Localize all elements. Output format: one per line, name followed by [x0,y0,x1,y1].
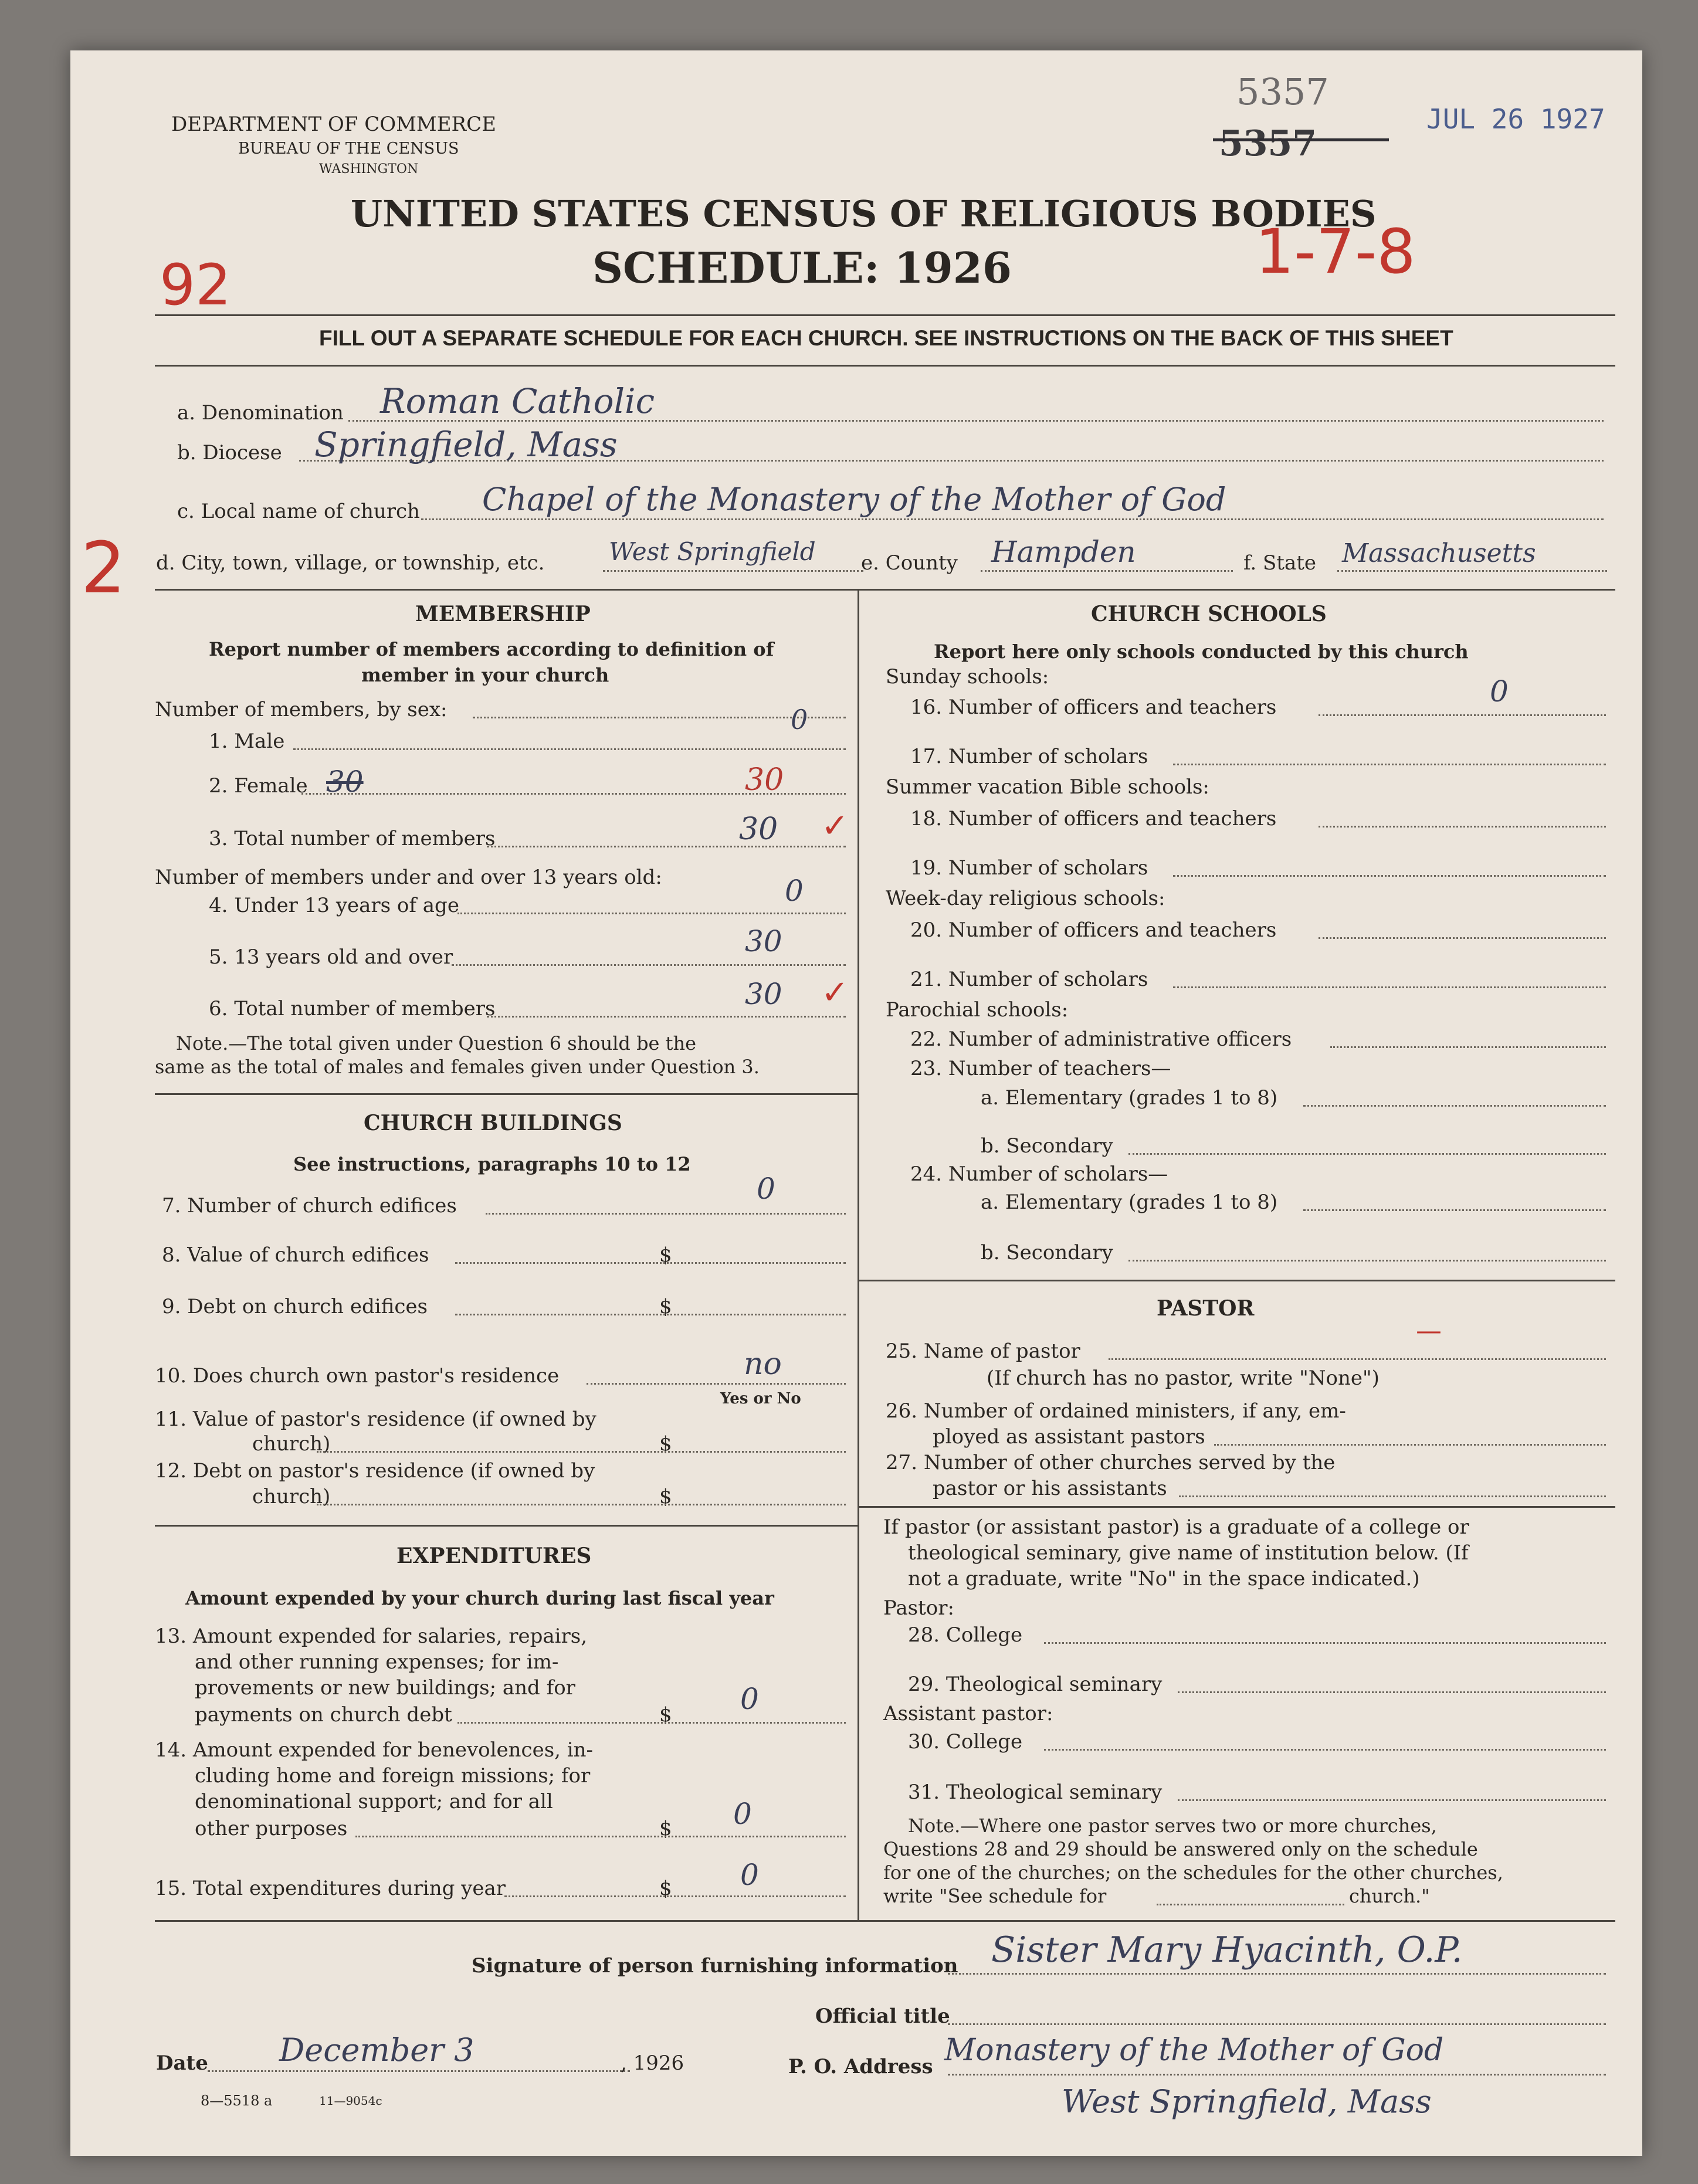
denomination-label: a. Denomination [177,401,344,425]
q21-label: 21. Number of scholars [910,968,1148,991]
po-address-line-1: Monastery of the Mother of God [944,2033,1444,2068]
q10-line [587,1383,846,1385]
q15-value: 0 [740,1858,759,1892]
signature-label: Signature of person furnishing information [472,1954,958,1978]
received-date-stamp: JUL 26 1927 [1426,103,1605,135]
q18-line [1319,826,1606,828]
q27-label-b: pastor or his assistants [933,1477,1167,1500]
bureau-city: WASHINGTON [319,162,419,177]
q16-value: 0 [1490,674,1509,708]
date-label: Date [156,2051,208,2075]
date-line [208,2070,630,2072]
q2-value: 30 [745,762,784,798]
form-number: 8—5518 a [201,2093,273,2109]
membership-sub1: Report number of members according to definition of [209,638,774,660]
q3-label: 3. Total number of members [209,827,496,850]
q7-value: 0 [757,1172,775,1206]
membership-sub2: member in your church [361,664,609,686]
q6-line [487,1016,846,1018]
membership-rule [155,1093,858,1095]
q6-label: 6. Total number of members [209,997,496,1020]
q21-line [1173,986,1606,988]
q4-label: 4. Under 13 years of age [209,894,459,917]
q5-value: 30 [745,924,782,958]
q13-value: 0 [740,1682,759,1716]
assistant-pastor-subhead: Assistant pastor: [883,1702,1053,1725]
q6-check-mark: ✓ [821,974,849,1012]
church-name-value: Chapel of the Monastery of the Mother of God [482,481,1226,518]
q5-line [452,964,846,966]
q15-label: 15. Total expenditures during year [155,1877,506,1900]
buildings-rule [155,1525,858,1527]
red-handwritten-number: 92 [160,252,232,318]
state-label: f. State [1243,551,1316,575]
q11-line [317,1451,846,1453]
q20-label: 20. Number of officers and teachers [910,918,1277,942]
q19-line [1173,875,1606,877]
q5-label: 5. 13 years old and over [209,945,453,969]
q10-value: no [744,1347,782,1382]
pastor-note-3: for one of the churches; on the schedules for the other churches, [883,1861,1503,1884]
q18-label: 18. Number of officers and teachers [910,807,1277,830]
q10-label: 10. Does church own pastor's residence [155,1364,560,1388]
serial-strike-line [1213,138,1389,141]
q31-line [1178,1799,1606,1801]
q14-label-b: cluding home and foreign missions; for [195,1764,591,1788]
expenditures-sub: Amount expended by your church during last fiscal year [185,1587,774,1609]
q13-label-d: payments on church debt [195,1703,452,1727]
q12-line [317,1504,846,1505]
county-label: e. County [861,551,958,575]
by-sex-line [473,717,846,718]
q17-label: 17. Number of scholars [910,745,1148,768]
q16-label: 16. Number of officers and teachers [910,696,1277,719]
serial-number-handwritten: 5357 [1236,70,1329,113]
q13-label-a: 13. Amount expended for salaries, repairs, [155,1625,588,1648]
q9-line [455,1314,846,1315]
q2-struck-value: 30 [326,765,364,799]
q1-label: 1. Male [209,730,285,753]
q4-value: 0 [785,874,804,908]
q14-label-c: denominational support; and for all [195,1790,553,1813]
po-address-line [948,2074,1606,2076]
diocese-label: b. Diocese [177,441,282,464]
bureau-name: BUREAU OF THE CENSUS [238,140,459,158]
q15-line [504,1895,846,1897]
header-rule-bottom [155,365,1615,367]
q25-line [1109,1358,1606,1360]
q12-label-a: 12. Debt on pastor's residence (if owned by [155,1459,595,1483]
ident-rule [155,589,1615,591]
q13-line [457,1722,846,1724]
q26-line [1214,1444,1606,1446]
q16-line [1319,714,1606,716]
pastor-note-2: Questions 28 and 29 should be answered only on the schedule [883,1838,1478,1860]
q23-label: 23. Number of teachers— [910,1057,1171,1080]
members-by-sex-label: Number of members, by sex: [155,698,448,721]
q28-line [1044,1642,1606,1644]
q12-dollar: $ [659,1485,672,1508]
pastor-title: PASTOR [1157,1296,1255,1321]
sunday-schools-label: Sunday schools: [886,665,1049,689]
department-name: DEPARTMENT OF COMMERCE [171,113,496,136]
q26-label-a: 26. Number of ordained ministers, if any, em- [886,1399,1346,1423]
schools-title: CHURCH SCHOOLS [1091,602,1327,626]
q14-label-a: 14. Amount expended for benevolences, in- [155,1738,594,1762]
q13-label-b: and other running expenses; for im- [195,1650,559,1674]
q6-value: 30 [745,977,782,1011]
q13-dollar: $ [659,1703,672,1727]
footer-rule [155,1920,1615,1922]
q8-line [455,1262,846,1264]
signature-value: Sister Mary Hyacinth, O.P. [991,1929,1463,1971]
column-divider [858,589,859,1920]
church-name-line [421,518,1604,520]
membership-note-1: Note.—The total given under Question 6 should be the [176,1032,697,1054]
q27-line [1179,1495,1606,1497]
q11-label-b: church) [252,1432,331,1456]
weekday-schools-label: Week-day religious schools: [886,887,1165,910]
pastor-subhead: Pastor: [883,1596,954,1620]
q2-label: 2. Female [209,774,308,798]
q29-label: 29. Theological seminary [908,1673,1162,1696]
city-label: d. City, town, village, or township, etc. [156,551,545,575]
q3-check-mark: ✓ [821,807,849,845]
q19-label: 19. Number of scholars [910,856,1148,880]
q9-label: 9. Debt on church edifices [162,1295,428,1318]
signature-line [948,1973,1606,1975]
q4-line [457,913,846,914]
red-margin-mark: 2 [81,528,126,609]
schools-sub: Report here only schools conducted by this church [934,640,1469,663]
q26-label-b: ployed as assistant pastors [933,1425,1205,1449]
schools-rule [858,1280,1615,1281]
po-address-line-2: West Springfield, Mass [1062,2083,1432,2120]
q8-dollar: $ [659,1243,672,1267]
q14-dollar: $ [659,1817,672,1840]
q30-line [1044,1749,1606,1751]
q7-label: 7. Number of church edifices [162,1194,457,1218]
buildings-title: CHURCH BUILDINGS [364,1111,622,1135]
city-line [603,570,863,572]
pastor-note-line [1157,1904,1344,1905]
official-title-line [948,2023,1606,2025]
q1-line [293,748,846,750]
official-title-label: Official title [815,2005,950,2028]
q24b-label: b. Secondary [981,1241,1113,1264]
membership-title: MEMBERSHIP [415,602,591,626]
q23a-label: a. Elementary (grades 1 to 8) [981,1086,1278,1110]
q28-label: 28. College [908,1623,1023,1647]
expenditures-title: EXPENDITURES [396,1544,592,1568]
header-rule-top [155,314,1615,316]
form-title: UNITED STATES CENSUS OF RELIGIOUS BODIES [351,192,1377,235]
graduate-instr-3: not a graduate, write "No" in the space indicated.) [908,1567,1420,1590]
q23b-line [1128,1153,1606,1155]
q29-line [1178,1691,1606,1693]
denomination-value: Roman Catholic [380,381,655,421]
q24a-label: a. Elementary (grades 1 to 8) [981,1191,1278,1214]
pastor-note-1: Note.—Where one pastor serves two or more churches, [908,1815,1437,1837]
q24a-line [1303,1209,1606,1211]
q25-red-dash: — [1416,1316,1442,1346]
county-line [981,570,1233,572]
red-handwritten-code: 1-7-8 [1255,216,1416,287]
q17-line [1173,764,1606,765]
q20-line [1319,937,1606,939]
q24-label: 24. Number of scholars— [910,1162,1168,1186]
date-year: , 1926 [621,2051,684,2075]
graduate-instr-1: If pastor (or assistant pastor) is a graduate of a college or [883,1515,1469,1539]
q8-label: 8. Value of church edifices [162,1243,429,1267]
q3-value: 30 [739,812,778,847]
buildings-sub: See instructions, paragraphs 10 to 12 [293,1153,691,1175]
yes-or-no-hint: Yes or No [720,1390,801,1408]
q13-label-c: provements or new buildings; and for [195,1676,575,1700]
membership-note-2: same as the total of males and females given under Question 3. [155,1056,760,1078]
graduate-instr-2: theological seminary, give name of institution below. (If [908,1541,1469,1565]
city-value: West Springfield [609,537,816,566]
diocese-value: Springfield, Mass [314,425,618,464]
pastor-note-5: church." [1349,1885,1430,1907]
q24b-line [1128,1260,1606,1261]
po-address-label: P. O. Address [788,2055,933,2078]
date-value: December 3 [279,2032,475,2068]
q25-label: 25. Name of pastor [886,1339,1080,1363]
q7-line [486,1213,846,1215]
summer-schools-label: Summer vacation Bible schools: [886,775,1209,799]
age-head-label: Number of members under and over 13 years old: [155,866,662,889]
q23b-label: b. Secondary [981,1134,1113,1158]
q1-value: 0 [791,704,808,735]
serial-number-printed: 5357 [1219,123,1317,164]
q14-line [355,1836,846,1837]
q14-label-d: other purposes [195,1817,348,1840]
q15-dollar: $ [659,1877,672,1900]
q27-label-a: 27. Number of other churches served by the [886,1451,1336,1474]
church-name-label: c. Local name of church [177,500,420,523]
print-number: 11—9054c [319,2094,382,2108]
q11-label-a: 11. Value of pastor's residence (if owned by [155,1408,596,1431]
q30-label: 30. College [908,1730,1023,1754]
state-line [1337,570,1607,572]
instruction-banner: FILL OUT A SEPARATE SCHEDULE FOR EACH CHURCH. SEE INSTRUCTIONS ON THE BACK OF THIS SHEET [319,326,1453,350]
q22-label: 22. Number of administrative officers [910,1027,1292,1051]
q25-hint: (If church has no pastor, write "None") [987,1366,1380,1390]
q9-dollar: $ [659,1295,672,1318]
state-value: Massachusetts [1342,538,1536,568]
pastor-note-4: write "See schedule for [883,1885,1107,1907]
county-value: Hampden [991,535,1136,569]
q12-label-b: church) [252,1485,331,1508]
q23a-line [1303,1105,1606,1107]
q11-dollar: $ [659,1432,672,1456]
q22-line [1330,1046,1606,1048]
q31-label: 31. Theological seminary [908,1781,1162,1804]
q3-line [487,846,846,847]
q14-value: 0 [733,1797,752,1831]
pastor-rule [858,1506,1615,1508]
parochial-schools-label: Parochial schools: [886,998,1069,1022]
schedule-title: SCHEDULE: 1926 [592,243,1012,293]
